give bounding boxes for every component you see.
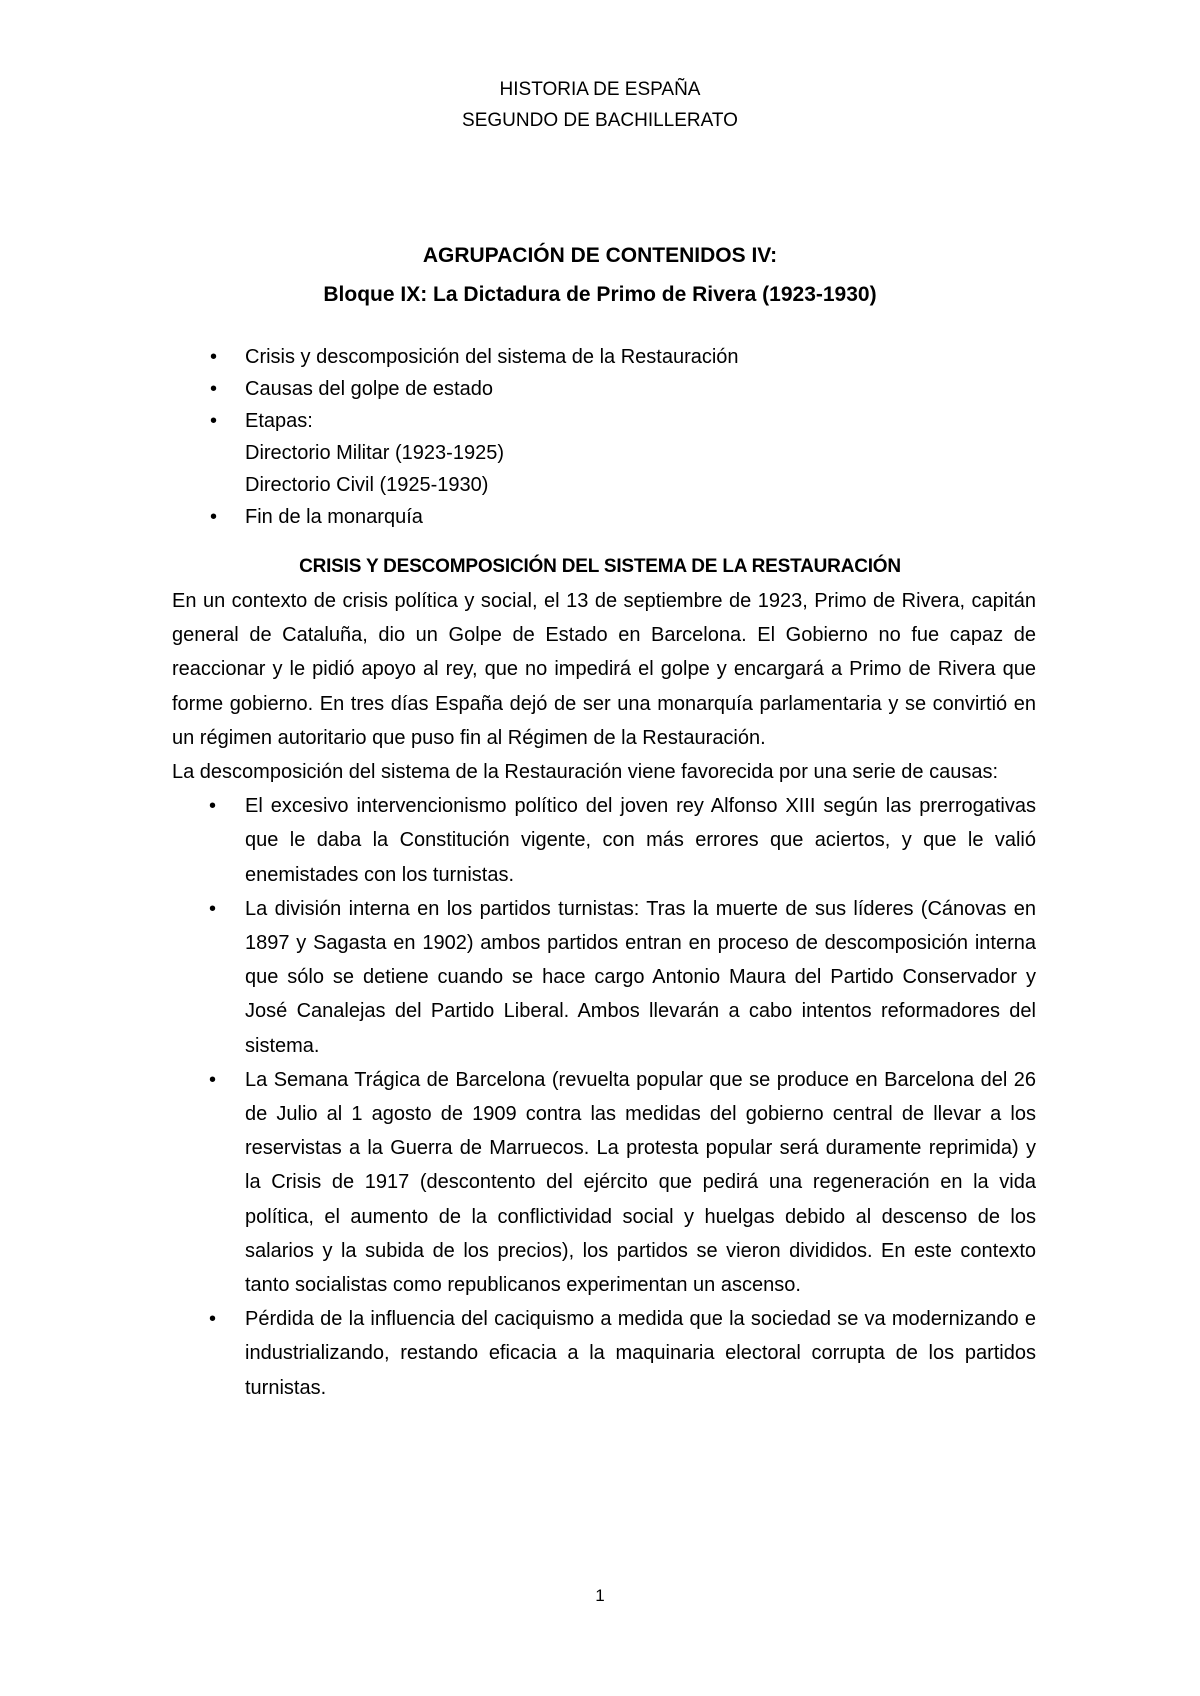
section-body: [172, 584, 1036, 1405]
bullet-icon: •: [210, 346, 218, 368]
bullet-icon: •: [210, 410, 218, 432]
section-heading: CRISIS Y DESCOMPOSICIÓN DEL SISTEMA DE LA RESTAURACIÓN: [299, 556, 901, 577]
contents-item: [210, 341, 1030, 373]
document-title: [0, 236, 1200, 314]
cause-text: La Semana Trágica de Barcelona (revuelta popular que se produce en Barcelona del 26 de Julio al 1 agosto de 1909 contra las medidas del gobierno central de llevar a los reservistas a la Guerra de Marruecos. La protesta popular será duramente reprimida) y la Crisis de 1917 (descontento del ejército que pedirá una regeneración en la vida política, el aumento de la conflictividad social y huelgas debido al descenso de los salarios y la subida de los precios), los partidos se vieron divididos. En este contexto tanto socialistas como republicanos experimentan un ascenso.: [245, 1068, 1036, 1297]
contents-item-label: Causas del golpe de estado: [245, 378, 493, 400]
title-block-name: Bloque IX: La Dictadura de Primo de Rivera (1923-1930): [323, 283, 877, 306]
bullet-icon: •: [210, 378, 218, 400]
body-paragraph: En un contexto de crisis política y social, el 13 de septiembre de 1923, Primo de Rivera, capitán general de Cataluña, dio un Golpe de Estado en Barcelona. El Gobierno no fue capaz de reaccionar y le pidió apoyo al rey, que no impedirá el golpe y encargará a Primo de Rivera que forme gobierno. En tres días España dejó de ser una monarquía parlamentaria y se convirtió en un régimen autoritario que puso fin al Régimen de la Restauración.: [172, 590, 1036, 749]
bullet-icon: •: [209, 897, 217, 920]
contents-list: [210, 341, 1030, 533]
contents-subitem: Directorio Militar (1923-1925): [245, 442, 504, 464]
contents-item: [210, 501, 1030, 533]
title-group: AGRUPACIÓN DE CONTENIDOS IV:: [422, 244, 778, 267]
document-header: [0, 74, 1200, 136]
page-number: 1: [595, 1586, 605, 1605]
cause-item: [209, 1063, 1036, 1302]
causes-list: [172, 789, 1036, 1405]
cause-item: [209, 1302, 1036, 1405]
contents-item: [210, 373, 1030, 405]
bullet-icon: •: [209, 1308, 217, 1331]
header-subject: HISTORIA DE ESPAÑA: [499, 79, 701, 100]
cause-text: La división interna en los partidos turnistas: Tras la muerte de sus líderes (Cánovas en 1897 y Sagasta en 1902) ambos partidos entran en proceso de descomposición interna que sólo se detiene cuando se hace cargo Antonio Maura del Partido Conservador y José Canalejas del Partido Liberal. Ambos llevarán a cabo intentos reformadores del sistema.: [245, 897, 1036, 1057]
bullet-icon: •: [209, 795, 217, 818]
contents-subitem: Directorio Civil (1925-1930): [245, 474, 489, 496]
bullet-icon: •: [210, 506, 218, 528]
header-course: SEGUNDO DE BACHILLERATO: [462, 110, 738, 131]
cause-text: El excesivo intervencionismo político del joven rey Alfonso XIII según las prerrogativas que le daba la Constitución vigente, con más errores que aciertos, y que le valió enemistades con los turnistas.: [245, 795, 1036, 886]
cause-item: [209, 892, 1036, 1063]
contents-item-label: Crisis y descomposición del sistema de la Restauración: [245, 346, 739, 368]
bullet-icon: •: [209, 1068, 217, 1091]
cause-item: [209, 789, 1036, 892]
cause-text: Pérdida de la influencia del caciquismo a medida que la sociedad se va modernizando e industrializando, restando eficacia a la maquinaria electoral corrupta de los partidos turnistas.: [245, 1308, 1036, 1399]
contents-item-label: Etapas:: [245, 410, 313, 432]
body-paragraph: La descomposición del sistema de la Restauración viene favorecida por una serie de causas:: [172, 761, 999, 784]
contents-item: [210, 405, 1030, 501]
contents-item-label: Fin de la monarquía: [245, 506, 423, 528]
